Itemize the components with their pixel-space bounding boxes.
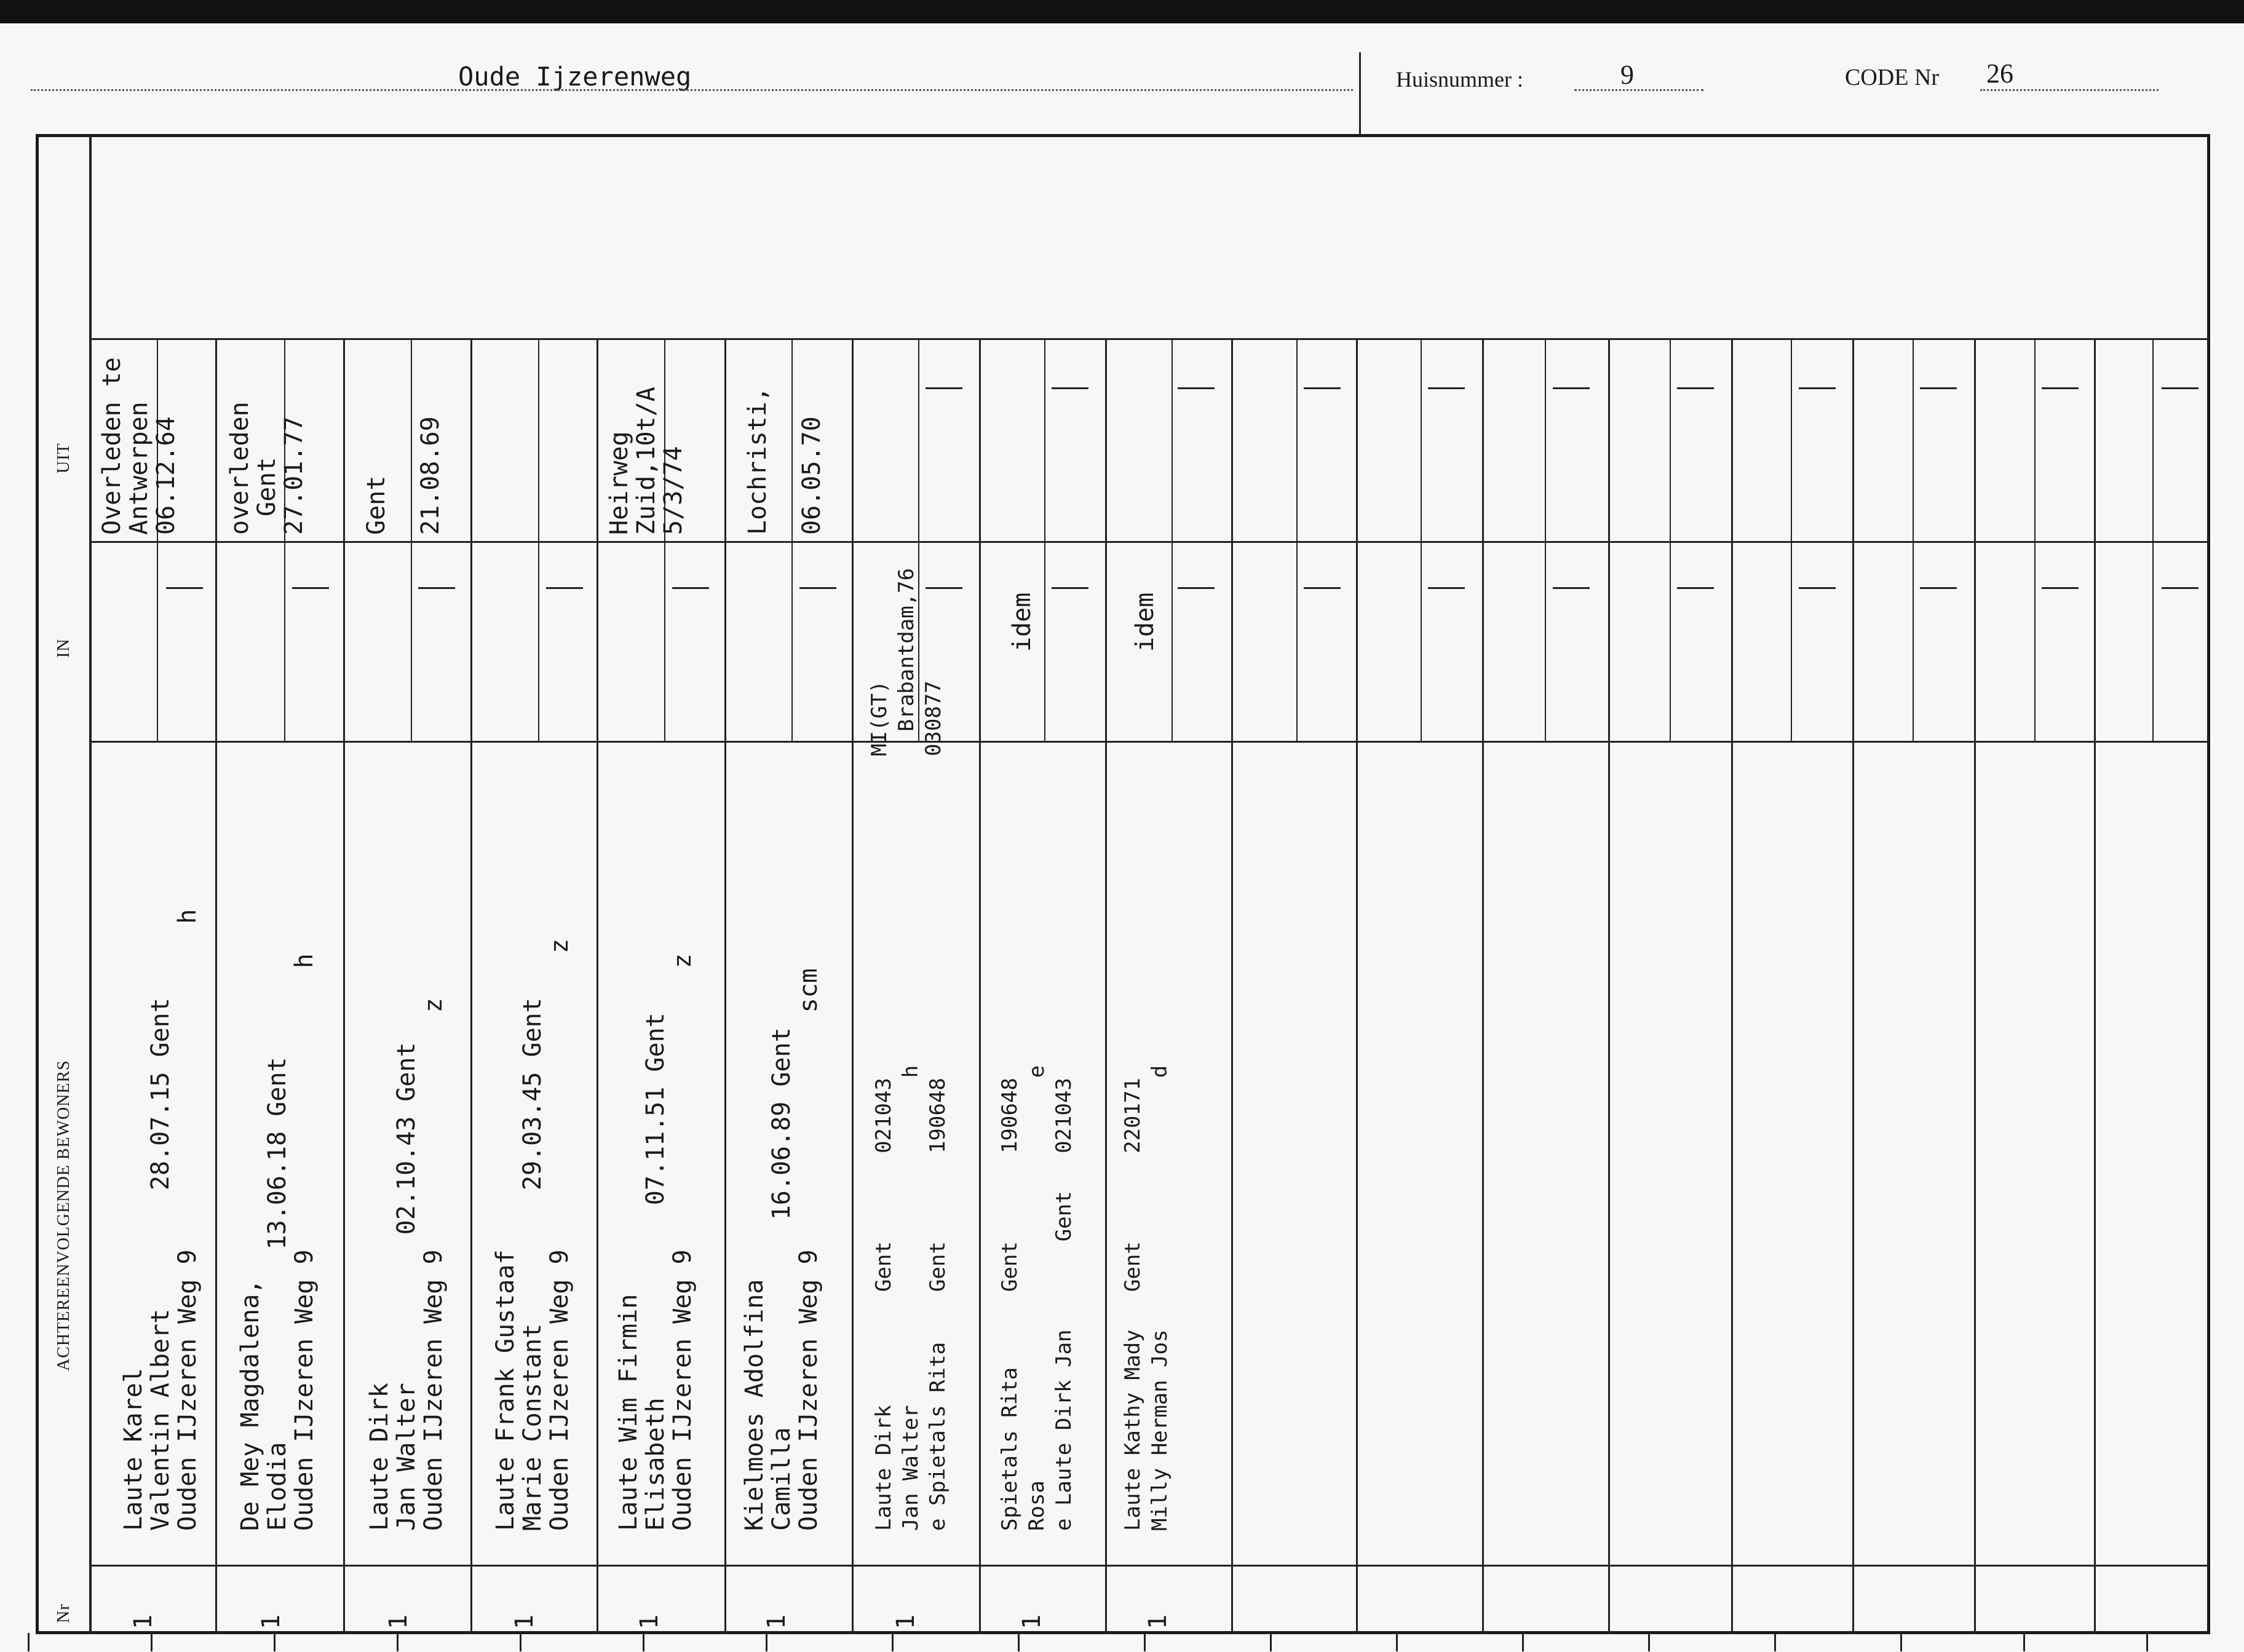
record-nr: 1 [257,1614,285,1629]
record-nr: 1 [384,1614,413,1629]
edge-tick [151,1633,153,1651]
edge-tick [28,1633,30,1651]
street-dotted-line [31,89,1353,91]
record-nr: 1 [763,1614,791,1629]
empty-dash [799,587,836,589]
record-uit: Overleden te Antwerpen 06.12.64 [98,357,180,535]
empty-dash [1304,587,1341,589]
record-bewoners: De Mey Magdalena, Elodia 13.06.18 Gent Ouden IJzeren Weg 9 h [236,953,319,1531]
col-line [1608,338,1610,1634]
empty-dash [1677,387,1714,389]
edge-tick [1648,1633,1650,1651]
sub-col-line [284,338,285,741]
record-bewoners: Kielmoes Adolfina Camilla 16.06.89 Gent Ouden IJzeren Weg 9 scm [740,968,823,1531]
col-line [1231,338,1233,1634]
sub-col-line [538,338,539,741]
sub-col-line [1670,338,1671,741]
record-bewoners: Laute Wim Firmin Elisabeth 07.11.51 Gent Ouden IJzeren Weg 9 z [614,953,697,1531]
sub-col-line [411,338,412,741]
record-bewoners: Laute Karel Valentin Albert 28.07.15 Gent Ouden IJzeren Weg 9 h [119,909,202,1531]
bewoners-top-line [89,741,2210,743]
edge-tick [397,1633,398,1651]
label-column-divider [89,134,92,1634]
record-uit: Gent 21.08.69 [362,416,445,535]
record-in: idem [1008,592,1036,652]
street-name: Oude Ijzerenweg [458,61,692,92]
code-label: CODE Nr [1845,65,1940,90]
record-bewoners: Laute Dirk Jan Walter 02.10.43 Gent Ouden IJzeren Weg 9 z [365,998,448,1531]
record-nr: 1 [1018,1614,1046,1629]
code-value: 26 [1986,58,2013,89]
empty-dash [926,387,962,389]
col-line [1482,338,1484,1634]
sub-col-line [2152,338,2154,741]
sub-col-line [1913,338,1914,741]
label-in: IN [54,638,73,658]
col-line [343,338,345,1634]
empty-dash [1799,387,1836,389]
edge-tick [892,1633,894,1651]
edge-tick [1270,1633,1272,1651]
record-nr: 1 [129,1614,157,1629]
header-divider [1359,52,1361,135]
uit-top-line [89,338,2210,340]
empty-dash [1799,587,1836,589]
empty-dash [672,587,709,589]
col-line [852,338,854,1634]
record-uit: overleden Gent 27.01.77 [226,401,308,535]
col-line [1105,338,1107,1634]
record-uit: Lochristi, 06.05.70 [743,387,826,535]
empty-dash [166,587,203,589]
code-dotted-line [1980,89,2159,91]
empty-dash [1052,587,1088,589]
sub-col-line [1172,338,1173,741]
empty-dash [546,587,583,589]
empty-dash [2042,387,2079,389]
record-in: MI(GT) Brabantdam,76 030877 [867,567,946,756]
record-bewoners: Spietals Rita Gent 190648 Rosa e e Laute Dirk Jan Gent 021043 [997,1065,1076,1531]
sub-col-line [1545,338,1546,741]
edge-tick [2146,1633,2148,1651]
empty-dash [1428,387,1465,389]
edge-tick [1396,1633,1398,1651]
sub-col-line [1791,338,1792,741]
in-top-line [89,541,2210,543]
nr-top-line [89,1565,2210,1567]
edge-tick [1018,1633,1020,1651]
scan-top-edge [0,0,2244,23]
label-nr: Nr [54,1603,73,1623]
record-nr: 1 [892,1614,920,1629]
empty-dash [1052,387,1088,389]
empty-dash [2162,587,2198,589]
record-bewoners: Laute Frank Gustaaf Marie Constant 29.03.45 Gent Ouden IJzeren Weg 9 z [491,938,574,1531]
empty-dash [1677,587,1714,589]
record-nr: 1 [510,1614,539,1629]
edge-tick [766,1633,767,1651]
sub-col-line [1044,338,1045,741]
empty-dash [1428,587,1465,589]
label-uit: UIT [54,443,73,473]
empty-dash [1178,387,1215,389]
col-line [1356,338,1358,1634]
huisnummer-dotted-line [1574,89,1703,91]
sub-col-line [1296,338,1298,741]
empty-dash [1920,587,1957,589]
empty-dash [1553,387,1590,389]
edge-tick [1144,1633,1146,1651]
col-line [1852,338,1854,1634]
record-nr: 1 [635,1614,664,1629]
empty-dash [1920,387,1957,389]
empty-dash [1178,587,1215,589]
edge-tick [643,1633,644,1651]
record-bewoners: Laute Kathy Mady Gent 220171 Milly Herman Jos d [1120,1065,1172,1531]
col-line [724,338,726,1634]
empty-dash [2162,387,2198,389]
label-bewoners: ACHTEREENVOLGENDE BEWONERS [54,1060,73,1371]
edge-tick [274,1633,276,1651]
huisnummer-label: Huisnummer : [1396,67,1523,92]
col-line [597,338,598,1634]
col-line [215,338,217,1634]
empty-dash [2042,587,2079,589]
sub-col-line [1421,338,1422,741]
edge-tick [1774,1633,1776,1651]
col-line [1731,338,1733,1634]
huisnummer-value: 9 [1620,60,1634,90]
col-line [2094,338,2096,1634]
edge-tick [520,1633,521,1651]
record-uit: Heirweg Zuid,10t/A 5/3/74 [605,387,688,535]
record-bewoners: Laute Dirk Gent 021043 Jan Walter h e Spietals Rita Gent 190648 [871,1065,950,1531]
edge-tick [1900,1633,1902,1651]
edge-tick [1522,1633,1524,1651]
empty-dash [1553,587,1590,589]
record-in: idem [1131,592,1159,652]
record-nr: 1 [1144,1614,1172,1629]
col-line [1974,338,1976,1634]
empty-dash [292,587,329,589]
edge-tick [2023,1633,2025,1651]
col-line [470,338,472,1634]
empty-dash [1304,387,1341,389]
col-line [979,338,981,1634]
sub-col-line [2034,338,2036,741]
empty-dash [418,587,455,589]
